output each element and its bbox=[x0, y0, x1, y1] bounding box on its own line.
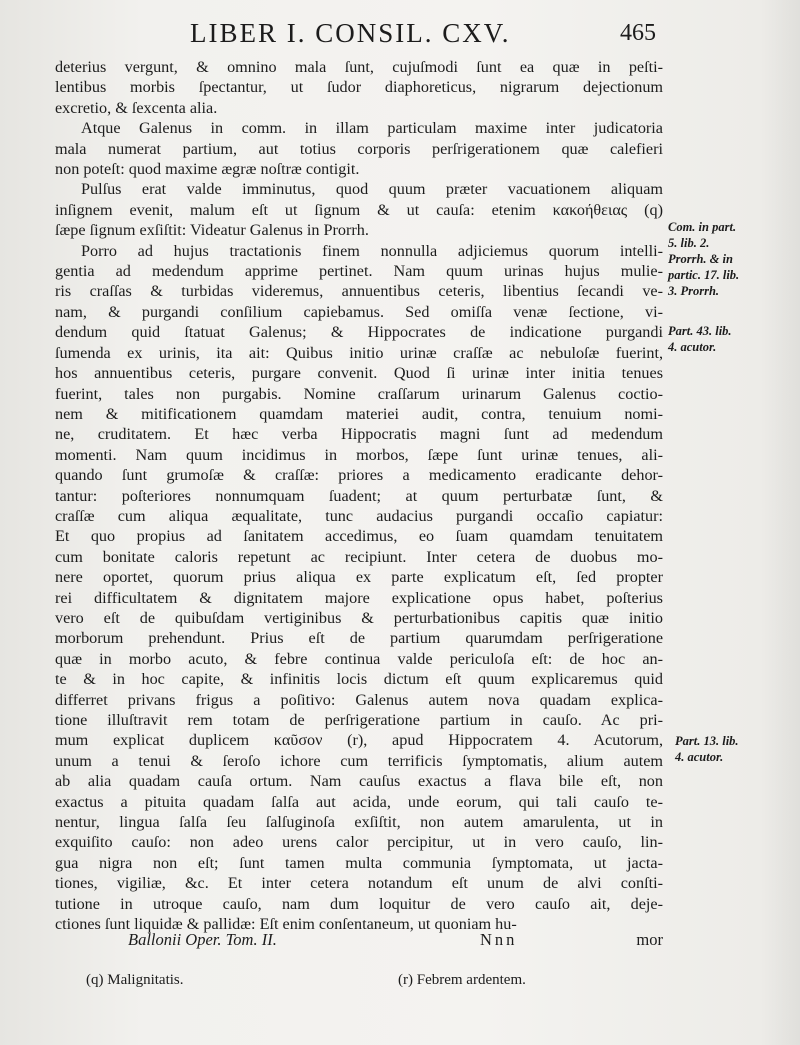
text-line: nere oportet, quorum prius aliqua ex parte explicatum eſt, ſed propter bbox=[55, 568, 663, 587]
footnote-r: (r) Febrem ardentem. bbox=[398, 972, 526, 988]
margin-note-prorrh bbox=[668, 219, 739, 299]
text-line: gentia ad medendum apprime pertinet. Nam quum urinas hujus mulie- bbox=[55, 262, 663, 281]
text-line: exquiſito cauſo: non adeo urens calor percipitur, ut in vero cauſo, lin- bbox=[55, 833, 663, 852]
margin-note-line: Com. in part. bbox=[668, 220, 737, 234]
text-line: ab alia quadam cauſa ortum. Nam cauſus exactus a flava bile eſt, non bbox=[55, 772, 663, 791]
main-text bbox=[55, 57, 663, 934]
signature-mark: Nnn bbox=[480, 930, 518, 949]
text-line: mum explicat duplicem καῦσον (r), apud Hippocratem 4. Acutorum, bbox=[55, 731, 663, 750]
margin-note-line: 4. acutor. bbox=[675, 750, 724, 764]
text-line: dendum quid ſtatuat Galenus; & Hippocrates de indicatione purgandi bbox=[55, 323, 663, 342]
text-line: hos annuentibus ceteris, purgare convenit. Quod ſi urinæ inter initia tenues bbox=[55, 364, 663, 383]
text-line: ſæpe ſignum exſiſtit: Videatur Galenus in Prorrh. bbox=[55, 221, 369, 240]
text-line: exactus a pituita quadam ſalſa aut acida, unde eorum, qui tali cauſo te- bbox=[55, 792, 663, 811]
text-line: nam, & purgandi conſilium capiebamus. Sed omiſſa venæ ſectione, vi- bbox=[55, 302, 663, 321]
text-line: tantur: poſteriores nonnumquam ſuadent; at quum perturbatæ ſunt, & bbox=[55, 486, 663, 505]
text-line: craſſæ cum aliqua æqualitate, tunc audacius purgandi occaſio capiatur: bbox=[55, 506, 663, 525]
margin-note-line: Prorrh. & in bbox=[668, 252, 733, 266]
text-line: ne, cruditatem. Et hæc verba Hippocratis magni ſunt ad medendum bbox=[55, 425, 663, 444]
text-line: differret privans frigus a poſitivo: Galenus autem nova quadam explica- bbox=[55, 690, 663, 709]
margin-note-line: 4. acutor. bbox=[668, 340, 717, 354]
text-line: rei difficultatem & dignitatem majore explicatione opus habet, poſterius bbox=[55, 588, 663, 607]
page-edge-shadow bbox=[760, 0, 800, 1045]
text-line: excretio, & ſexcenta alia. bbox=[55, 98, 218, 117]
margin-note-line: 3. Prorrh. bbox=[668, 284, 720, 298]
text-line: ſumenda ex urinis, ita ait: Quibus initio urinæ craſſæ ac nebuloſæ fuerint, bbox=[55, 343, 663, 362]
text-line: inſignem evenit, malum eſt ut ſignum & ut cauſa: etenim κακοήθειας (q) bbox=[55, 200, 663, 219]
text-line: quæ in morbo acuto, & febre continua valde periculoſa eſt: de hoc an- bbox=[55, 649, 663, 668]
margin-note-line: Part. 43. lib. bbox=[668, 324, 732, 338]
text-line: gua nigra non eſt; ſunt tamen multa communia ſymptomata, ut jacta- bbox=[55, 853, 663, 872]
margin-note-line: 5. lib. 2. bbox=[668, 236, 710, 250]
text-line: tiones, vigiliæ, &c. Et inter cetera notandum eſt unum de alvi conſti- bbox=[55, 874, 663, 893]
text-line: tutione in utroque cauſo, nam dum loquitur de vero cauſo ait, deje- bbox=[55, 894, 663, 913]
text-line: momenti. Nam quum incidimus in morbos, ſæpe ſunt urinæ tenues, ali- bbox=[55, 445, 663, 464]
text-line: Atque Galenus in comm. in illam particulam maxime inter judicatoria bbox=[81, 119, 663, 138]
text-line: lentibus morbis ſpectantur, ut ſudor diaphoreticus, nigrarum dejectionum bbox=[55, 78, 663, 97]
text-line: Et quo propius ad ſanitatem accedimus, eo ſuam quamdam tenuitatem bbox=[55, 527, 663, 546]
text-line: deterius vergunt, & omnino mala ſunt, cujuſmodi ſunt ea quæ in peſti- bbox=[55, 58, 663, 76]
text-line: non poteſt: quod maxime ægræ noſtræ contigit. bbox=[55, 160, 360, 179]
text-line: unum a tenui & ſeroſo ichore cum terrificis ſymptomatis, alium autem bbox=[55, 751, 663, 770]
text-line: Porro ad hujus tractationis finem nonnulla adjiciemus quorum intelli- bbox=[81, 241, 663, 260]
running-header bbox=[190, 18, 656, 52]
margin-note-line: Part. 13. lib. bbox=[675, 734, 739, 748]
text-line: nem & mitificationem quamdam materiei audit, contra, tenuium nomi- bbox=[55, 404, 663, 423]
catchword: mor bbox=[636, 930, 663, 949]
text-line: tione illuſtravit rem totam de perſrigeratione partium in cauſo. Ac pri- bbox=[55, 711, 663, 729]
text-line: te & in hoc capite, & infinitis locis dictum eſt quum explicaremus quid bbox=[55, 670, 663, 689]
margin-note-acutor-13 bbox=[675, 733, 739, 765]
text-line: cum bonitate caloris repetunt ac recipiunt. Inter cetera de duobus mo- bbox=[55, 547, 663, 566]
text-line: quando ſunt grumoſæ & craſſæ: priores a medicamento eradicante dehor- bbox=[55, 466, 663, 485]
footnote-q: (q) Malignitatis. bbox=[86, 972, 184, 988]
text-line: morborum prehendunt. Prius eſt de partium quarumdam perſrigeratione bbox=[55, 629, 663, 648]
text-line: mala numerat partium, aut totius corporis perſrigerationem quæ calefieri bbox=[55, 139, 663, 158]
running-title: LIBER I. CONSIL. CXV. bbox=[190, 18, 511, 48]
text-line: nentur, lingua ſalſa ſeu ſalſuginoſa exſiſtit, non autem amarulenta, ut in bbox=[55, 813, 663, 832]
text-line: Pulſus erat valde imminutus, quod quum præter vacuationem aliquam bbox=[81, 180, 663, 199]
page-number: 465 bbox=[620, 20, 656, 46]
margin-note-line: partic. 17. lib. bbox=[668, 268, 740, 282]
text-line: vero eſt de quibuſdam vertiginibus & perturbationibus capitis quæ initio bbox=[55, 608, 663, 627]
margin-note-acutor-43 bbox=[668, 323, 732, 355]
text-line: fuerint, tales non purgabis. Nomine craſſarum urinarum Galenus coctio- bbox=[55, 384, 663, 403]
text-line: ctiones ſunt liquidæ & pallidæ: Eſt enim conſentaneum, ut quoniam hu- bbox=[55, 915, 517, 934]
text-line: ris craſſas & turbidas videremus, annuentibus ceteris, libentius ſecandi ve- bbox=[55, 282, 663, 301]
printer-signature: Ballonii Oper. Tom. II. bbox=[128, 930, 277, 949]
